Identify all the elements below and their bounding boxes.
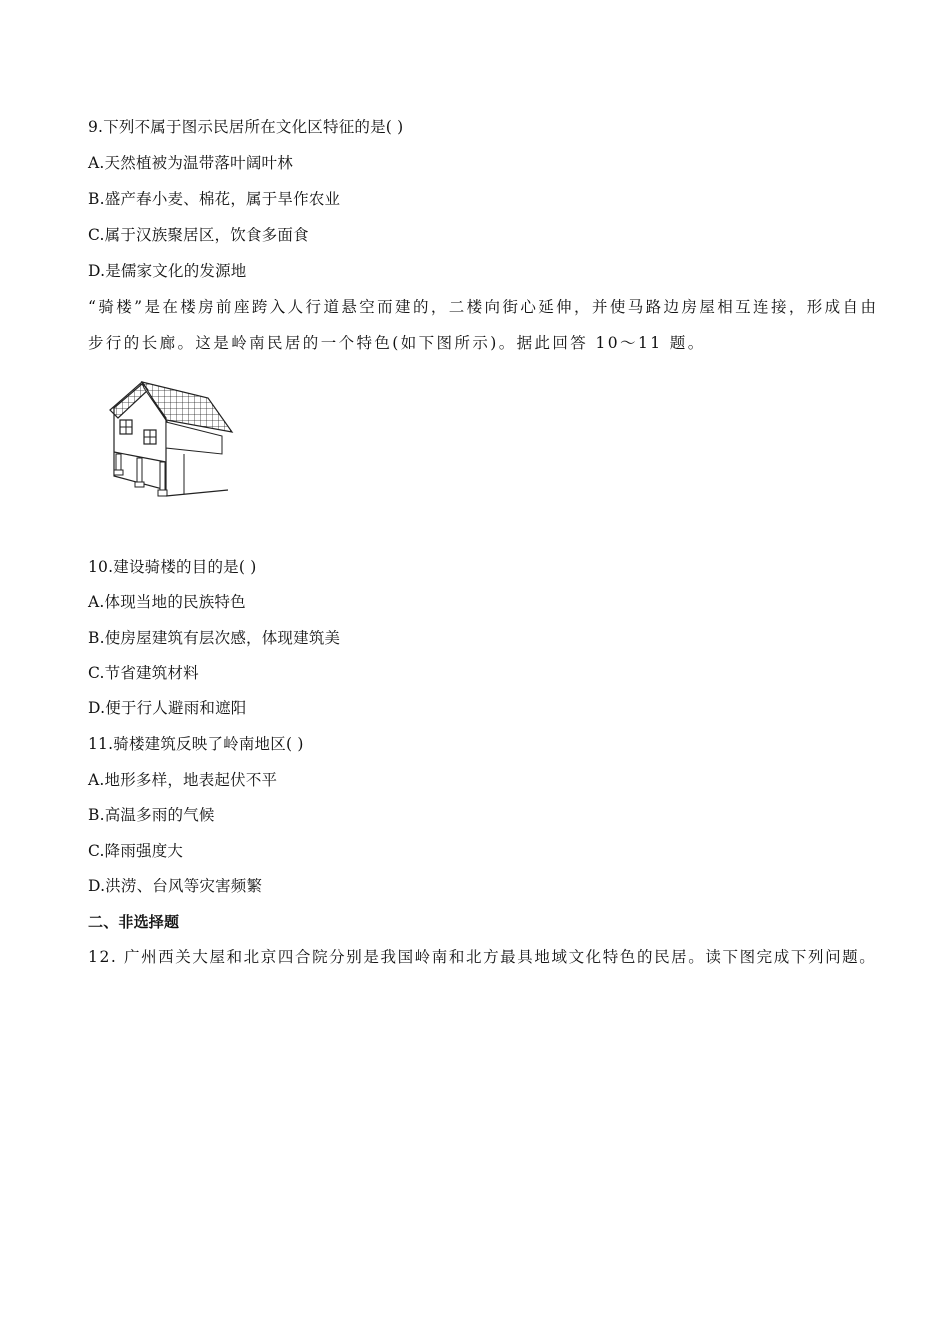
q10-option-a: A.体现当地的民族特色 xyxy=(88,593,246,611)
q9-stem: 9.下列不属于图示民居所在文化区特征的是( ) xyxy=(88,118,404,136)
q10-option-d: D.便于行人避雨和遮阳 xyxy=(88,699,247,717)
q11-option-d: D.洪涝、台风等灾害频繁 xyxy=(88,877,263,895)
q11-option-c: C.降雨强度大 xyxy=(88,842,184,860)
q9-option-a: A.天然植被为温带落叶阔叶林 xyxy=(88,154,293,172)
arcade-building-sketch-icon xyxy=(104,378,240,508)
q10-stem: 10.建设骑楼的目的是( ) xyxy=(88,558,257,576)
q9-option-d: D.是儒家文化的发源地 xyxy=(88,262,247,280)
q11-option-a: A.地形多样，地表起伏不平 xyxy=(88,771,278,789)
q11-option-b: B.高温多雨的气候 xyxy=(88,806,215,824)
q11-stem: 11.骑楼建筑反映了岭南地区( ) xyxy=(88,735,304,753)
q10-option-c: C.节省建筑材料 xyxy=(88,664,199,682)
q9-option-c: C.属于汉族聚居区，饮食多面食 xyxy=(88,226,309,244)
passage-line-2: 步行的长廊。这是岭南民居的一个特色(如下图所示)。据此回答 10～11 题。 xyxy=(88,334,706,352)
q9-option-b: B.盛产春小麦、棉花，属于旱作农业 xyxy=(88,190,341,208)
passage-line-1: “骑楼”是在楼房前座跨入人行道悬空而建的，二楼向街心延伸，并使马路边房屋相互连接，形成自由 xyxy=(88,298,879,316)
q12-stem: 12. 广州西关大屋和北京四合院分别是我国岭南和北方最具地域文化特色的民居。读下图完成下列问题。 xyxy=(88,948,877,966)
q10-option-b: B.使房屋建筑有层次感，体现建筑美 xyxy=(88,629,341,647)
section-heading: 二、非选择题 xyxy=(88,913,180,931)
